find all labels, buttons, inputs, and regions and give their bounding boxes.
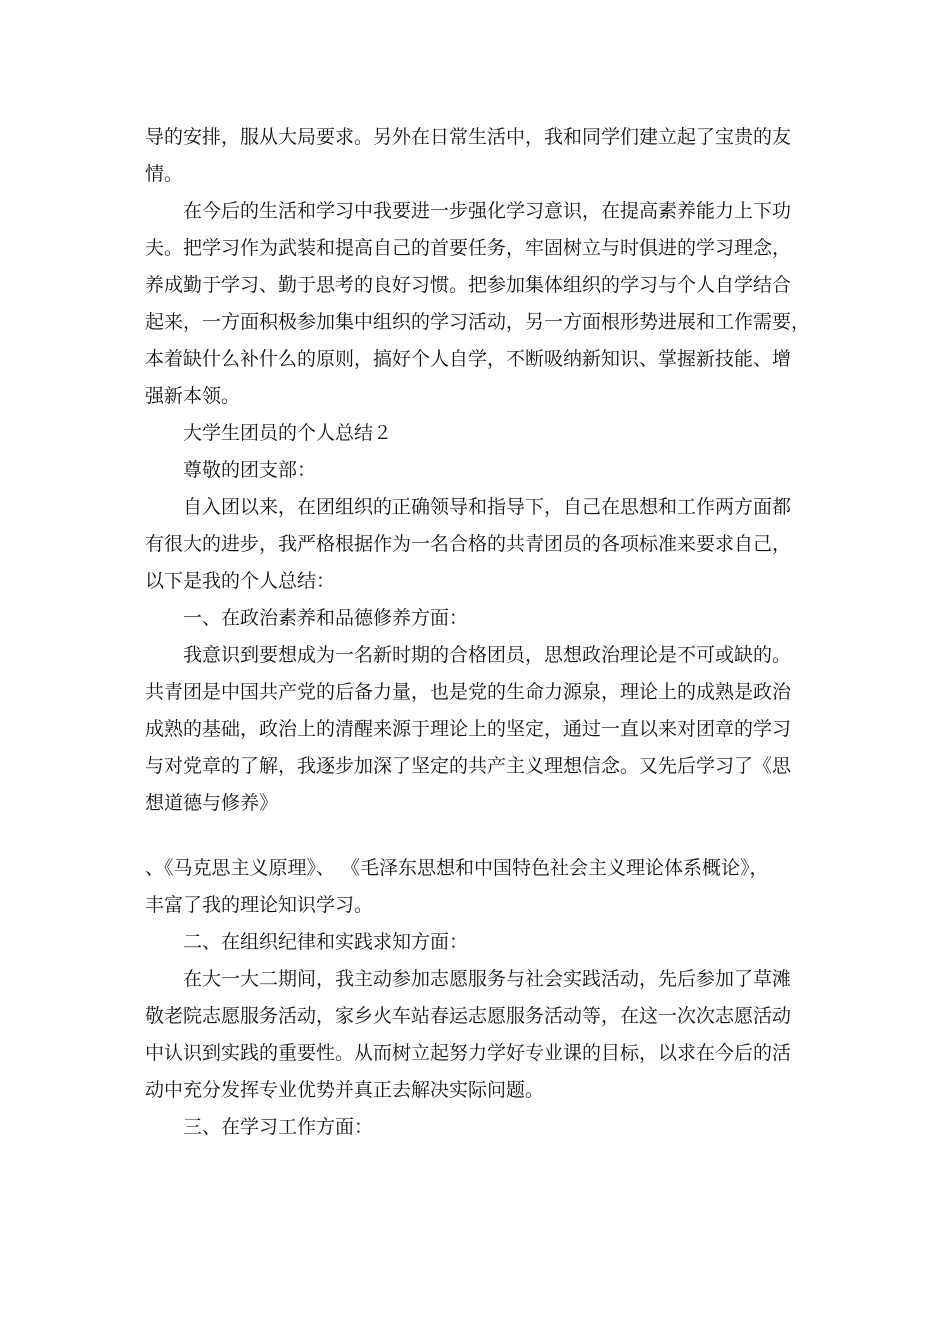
- text-line: 起来，一方面积极参加集中组织的学习活动，另一方面根形势进展和工作需要，: [145, 311, 811, 333]
- text-line: 情。: [145, 163, 184, 185]
- text-line: 有很大的进步，我严格根据作为一名合格的共青团员的各项标准来要求自己，: [145, 533, 792, 555]
- text-line: 敬老院志愿服务活动，家乡火车站春运志愿服务活动等，在这一次次志愿活动: [145, 1005, 792, 1027]
- text-line: 共青团是中国共产党的后备力量，也是党的生命力源泉，理论上的成熟是政治: [145, 681, 792, 703]
- text-line: 中认识到实践的重要性。从而树立起努力学好专业课的目标，以求在今后的活: [145, 1042, 792, 1064]
- text-line: 导的安排，服从大局要求。另外在日常生活中，我和同学们建立起了宝贵的友: [145, 126, 792, 148]
- text-line: 丰富了我的理论知识学习。: [145, 894, 374, 916]
- text-line: 本着缺什么补什么的原则，搞好个人自学，不断吸纳新知识、掌握新技能、增: [145, 348, 792, 370]
- text-line: 强新本领。: [145, 385, 241, 407]
- text-line: 在今后的生活和学习中我要进一步强化学习意识，在提高素养能力上下功: [183, 200, 792, 222]
- section-heading: 一、在政治素养和品德修养方面：: [183, 607, 469, 629]
- text-line: 与对党章的了解，我逐步加深了坚定的共产主义理想信念。又先后学习了《思: [145, 755, 792, 777]
- text-line: 在大一大二期间，我主动参加志愿服务与社会实践活动，先后参加了草滩: [183, 968, 792, 990]
- text-line: 、《马克思主义原理》、 《毛泽东思想和中国特色社会主义理论体系概论》，: [145, 857, 769, 879]
- text-line: 夫。把学习作为武装和提高自己的首要任务，牢固树立与时俱进的学习理念，: [145, 237, 792, 259]
- section-heading: 三、在学习工作方面：: [183, 1116, 374, 1138]
- text-line: 自入团以来，在团组织的正确领导和指导下，自己在思想和工作两方面都: [183, 496, 792, 518]
- text-line: 以下是我的个人总结：: [145, 570, 336, 592]
- text-line: 成熟的基础，政治上的清醒来源于理论上的坚定，通过一直以来对团章的学习: [145, 718, 792, 740]
- text-line: 我意识到要想成为一名新时期的合格团员，思想政治理论是不可或缺的。: [183, 644, 792, 666]
- salutation: 尊敬的团支部：: [183, 459, 317, 481]
- section-title: 大学生团员的个人总结２: [183, 422, 393, 444]
- section-heading: 二、在组织纪律和实践求知方面：: [183, 931, 469, 953]
- text-line: 养成勤于学习、勤于思考的良好习惯。把参加集体组织的学习与个人自学结合: [145, 274, 792, 296]
- text-line: 动中充分发挥专业优势并真正去解决实际问题。: [145, 1079, 545, 1101]
- text-line: 想道德与修养》: [145, 792, 279, 814]
